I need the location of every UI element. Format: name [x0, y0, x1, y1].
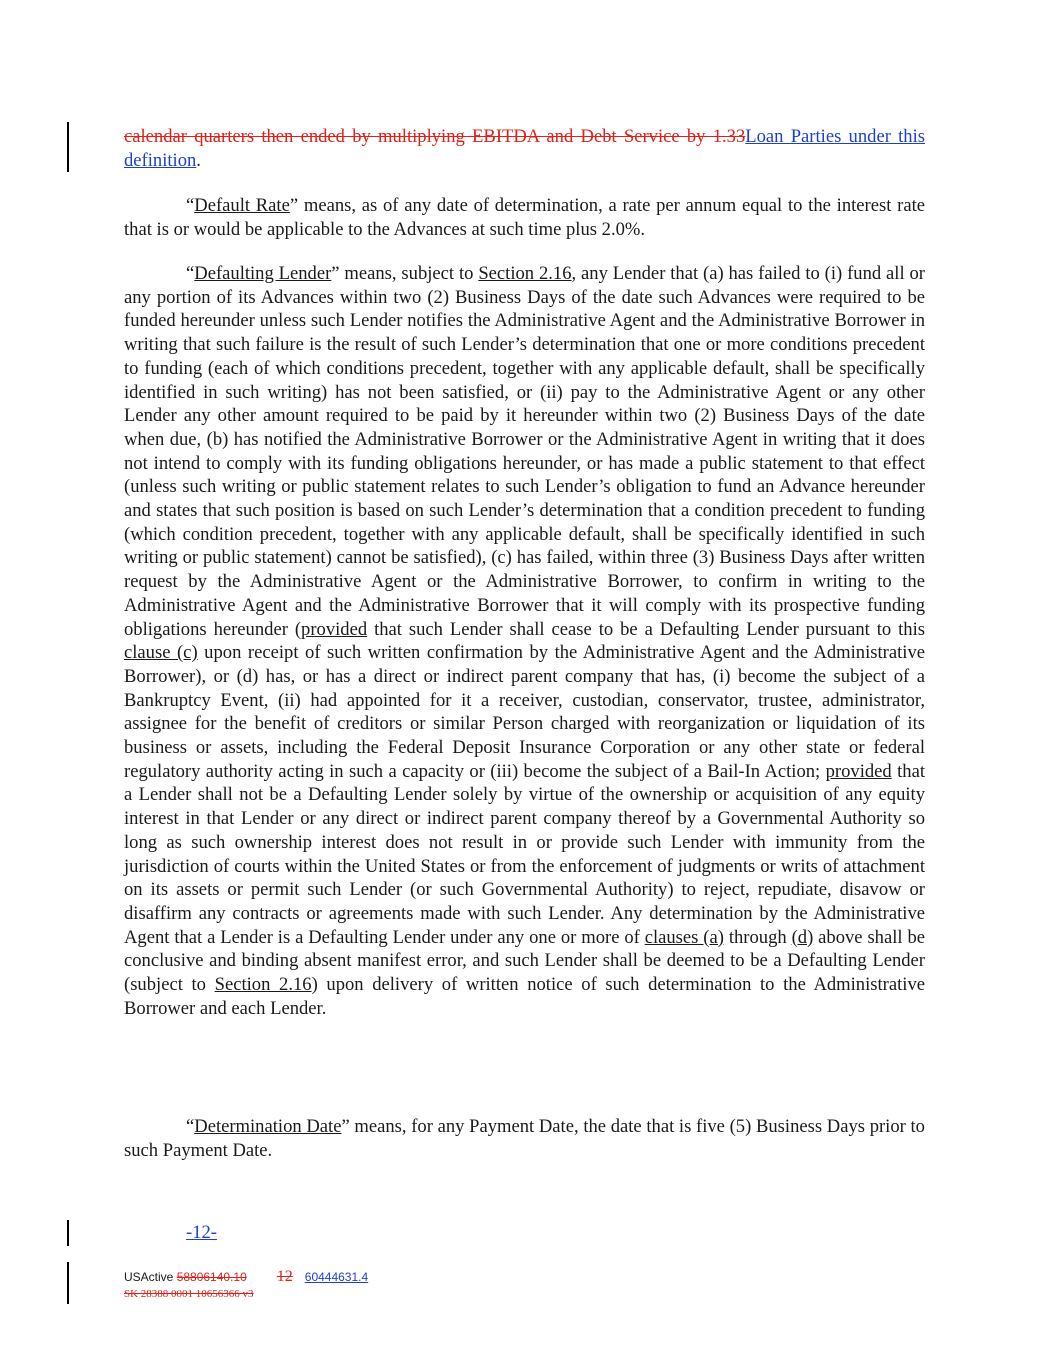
section-reference: Section 2.16 [214, 974, 312, 996]
change-bar [67, 1262, 69, 1304]
provided-term: provided [825, 760, 892, 782]
change-bar [67, 122, 69, 172]
defined-term: Defaulting Lender [194, 263, 332, 284]
section-reference: Section 2.16 [478, 263, 572, 284]
definition-default-rate [124, 194, 925, 241]
definition-text: through [723, 926, 792, 948]
definition-text: ” means, for any Payment Date, the date that is five (5) Business Days prior to such Payment Date. [124, 1116, 925, 1161]
definition-text: ” means, subject to [331, 263, 479, 284]
paragraph-continuation [124, 125, 925, 172]
inserted-doc-number: 60444631.4 [304, 1270, 369, 1284]
definition-text: that a Lender shall not be a Defaulting Lender solely by virtue of the ownership or acquisition of any equity interest in that Lender or any direct or indirect parent company thereof by a Governmental Authority so long as such ownership interest does not result in or provide such Lender with immunity from the jurisdiction of courts within the United States or from the enforcement of judgments or writs of attachment on its assets or permit such Lender (or such Governmental Authority) to reject, repudiate, disavow or disaffirm any contracts or agreements made with such Lender. Any determination by the Administrative Agent that a Lender is a Defaulting Lender under any one or more of [124, 760, 926, 948]
definition-text: , any Lender that (a) has failed to (i) fund all or any portion of its Advances within two (2) Business Days of the date such Advances were required to be funded hereunder unless such Lender notifies the Administrative Agent and the Administrative Borrower in writing that such failure is the result of such Lender’s determination that one or more conditions precedent to funding (each of which conditions precedent, together with any applicable default, shall be specifically identified in such writing) has not been satisfied, or (ii) pay to the Administrative Agent or any other Lender any other amount required to be paid by it hereunder within two (2) Business Days of the date when due, (b) has notified the Administrative Borrower or the Administrative Agent in writing that it does not intend to comply with its funding obligations hereunder, or has made a public statement to that effect (unless such writing or public statement relates to such Lender’s obligation to fund an Advance hereunder and states that such position is based on such Lender’s determination that a condition precedent to funding (which condition precedent, together with any applicable default, shall be specifically identified in such writing or public statement) cannot be satisfied), (c) has failed, within three (3) Business Days after written request by the Administrative Agent or the Administrative Borrower, to confirm in writing to the Administrative Agent and the Administrative Borrower that it will comply with its prospective funding obligations hereunder ( [124, 263, 925, 640]
footer-deleted-ref: SK 28388 0001 10656366 v3 [124, 1288, 254, 1300]
definition-text: above shall be conclusive and binding absent manifest error, and such Lender shall be deemed to be a Defaulting Lender (subject to [124, 926, 925, 996]
definition-determination-date [124, 1115, 925, 1162]
definition-text: ” means, as of any date of determination, a rate per annum equal to the interest rate that is or would be applicable to the Advances at such time plus 2.0%. [124, 195, 925, 240]
change-bar [67, 1220, 69, 1246]
definition-text: ) upon delivery of written notice of such determination to the Administrative Borrower and each Lender. [124, 974, 925, 1019]
footer-doc-id [124, 1268, 368, 1286]
deleted-text: calendar quarters then ended by multiplying EBITDA and Debt Service by 1.33 [124, 126, 746, 147]
clause-reference: clauses (a) [644, 926, 724, 948]
provided-term: provided [301, 618, 368, 640]
page-number-text: -12- [186, 1222, 217, 1243]
inserted-text: Loan Parties under this definition [124, 126, 925, 171]
definition-text: that such Lender shall cease to be a Defaulting Lender pursuant to this [367, 618, 925, 640]
open-quote: “ [186, 195, 195, 216]
definition-text: upon receipt of such written confirmation by the Administrative Agent and the Administrative Borrower), or (d) has, or has a direct or indirect parent company that has, (i) become the subject of a Bankruptcy Event, (ii) had appointed for it a receiver, custodian, conservator, trustee, administrator, assignee for the benefit of creditors or similar Person charged with reorganization or liquidation of its business or assets, including the Federal Deposit Insurance Corporation or any other state or federal regulatory authority acting in such a capacity or (iii) become the subject of a Bail-In Action; [124, 642, 925, 782]
deleted-page-number: 12 [276, 1268, 293, 1285]
clause-reference: (d) [791, 926, 814, 948]
defined-term: Default Rate [194, 195, 290, 216]
footer-label: USActive [124, 1270, 177, 1284]
page-number [124, 1222, 217, 1244]
open-quote: “ [186, 1116, 195, 1137]
defined-term: Determination Date [194, 1116, 342, 1137]
open-quote: “ [186, 263, 195, 284]
clause-reference: clause (c) [124, 642, 198, 664]
definition-defaulting-lender [124, 262, 925, 1021]
period: . [196, 149, 201, 171]
deleted-doc-number: 58806140.10 [176, 1270, 247, 1284]
